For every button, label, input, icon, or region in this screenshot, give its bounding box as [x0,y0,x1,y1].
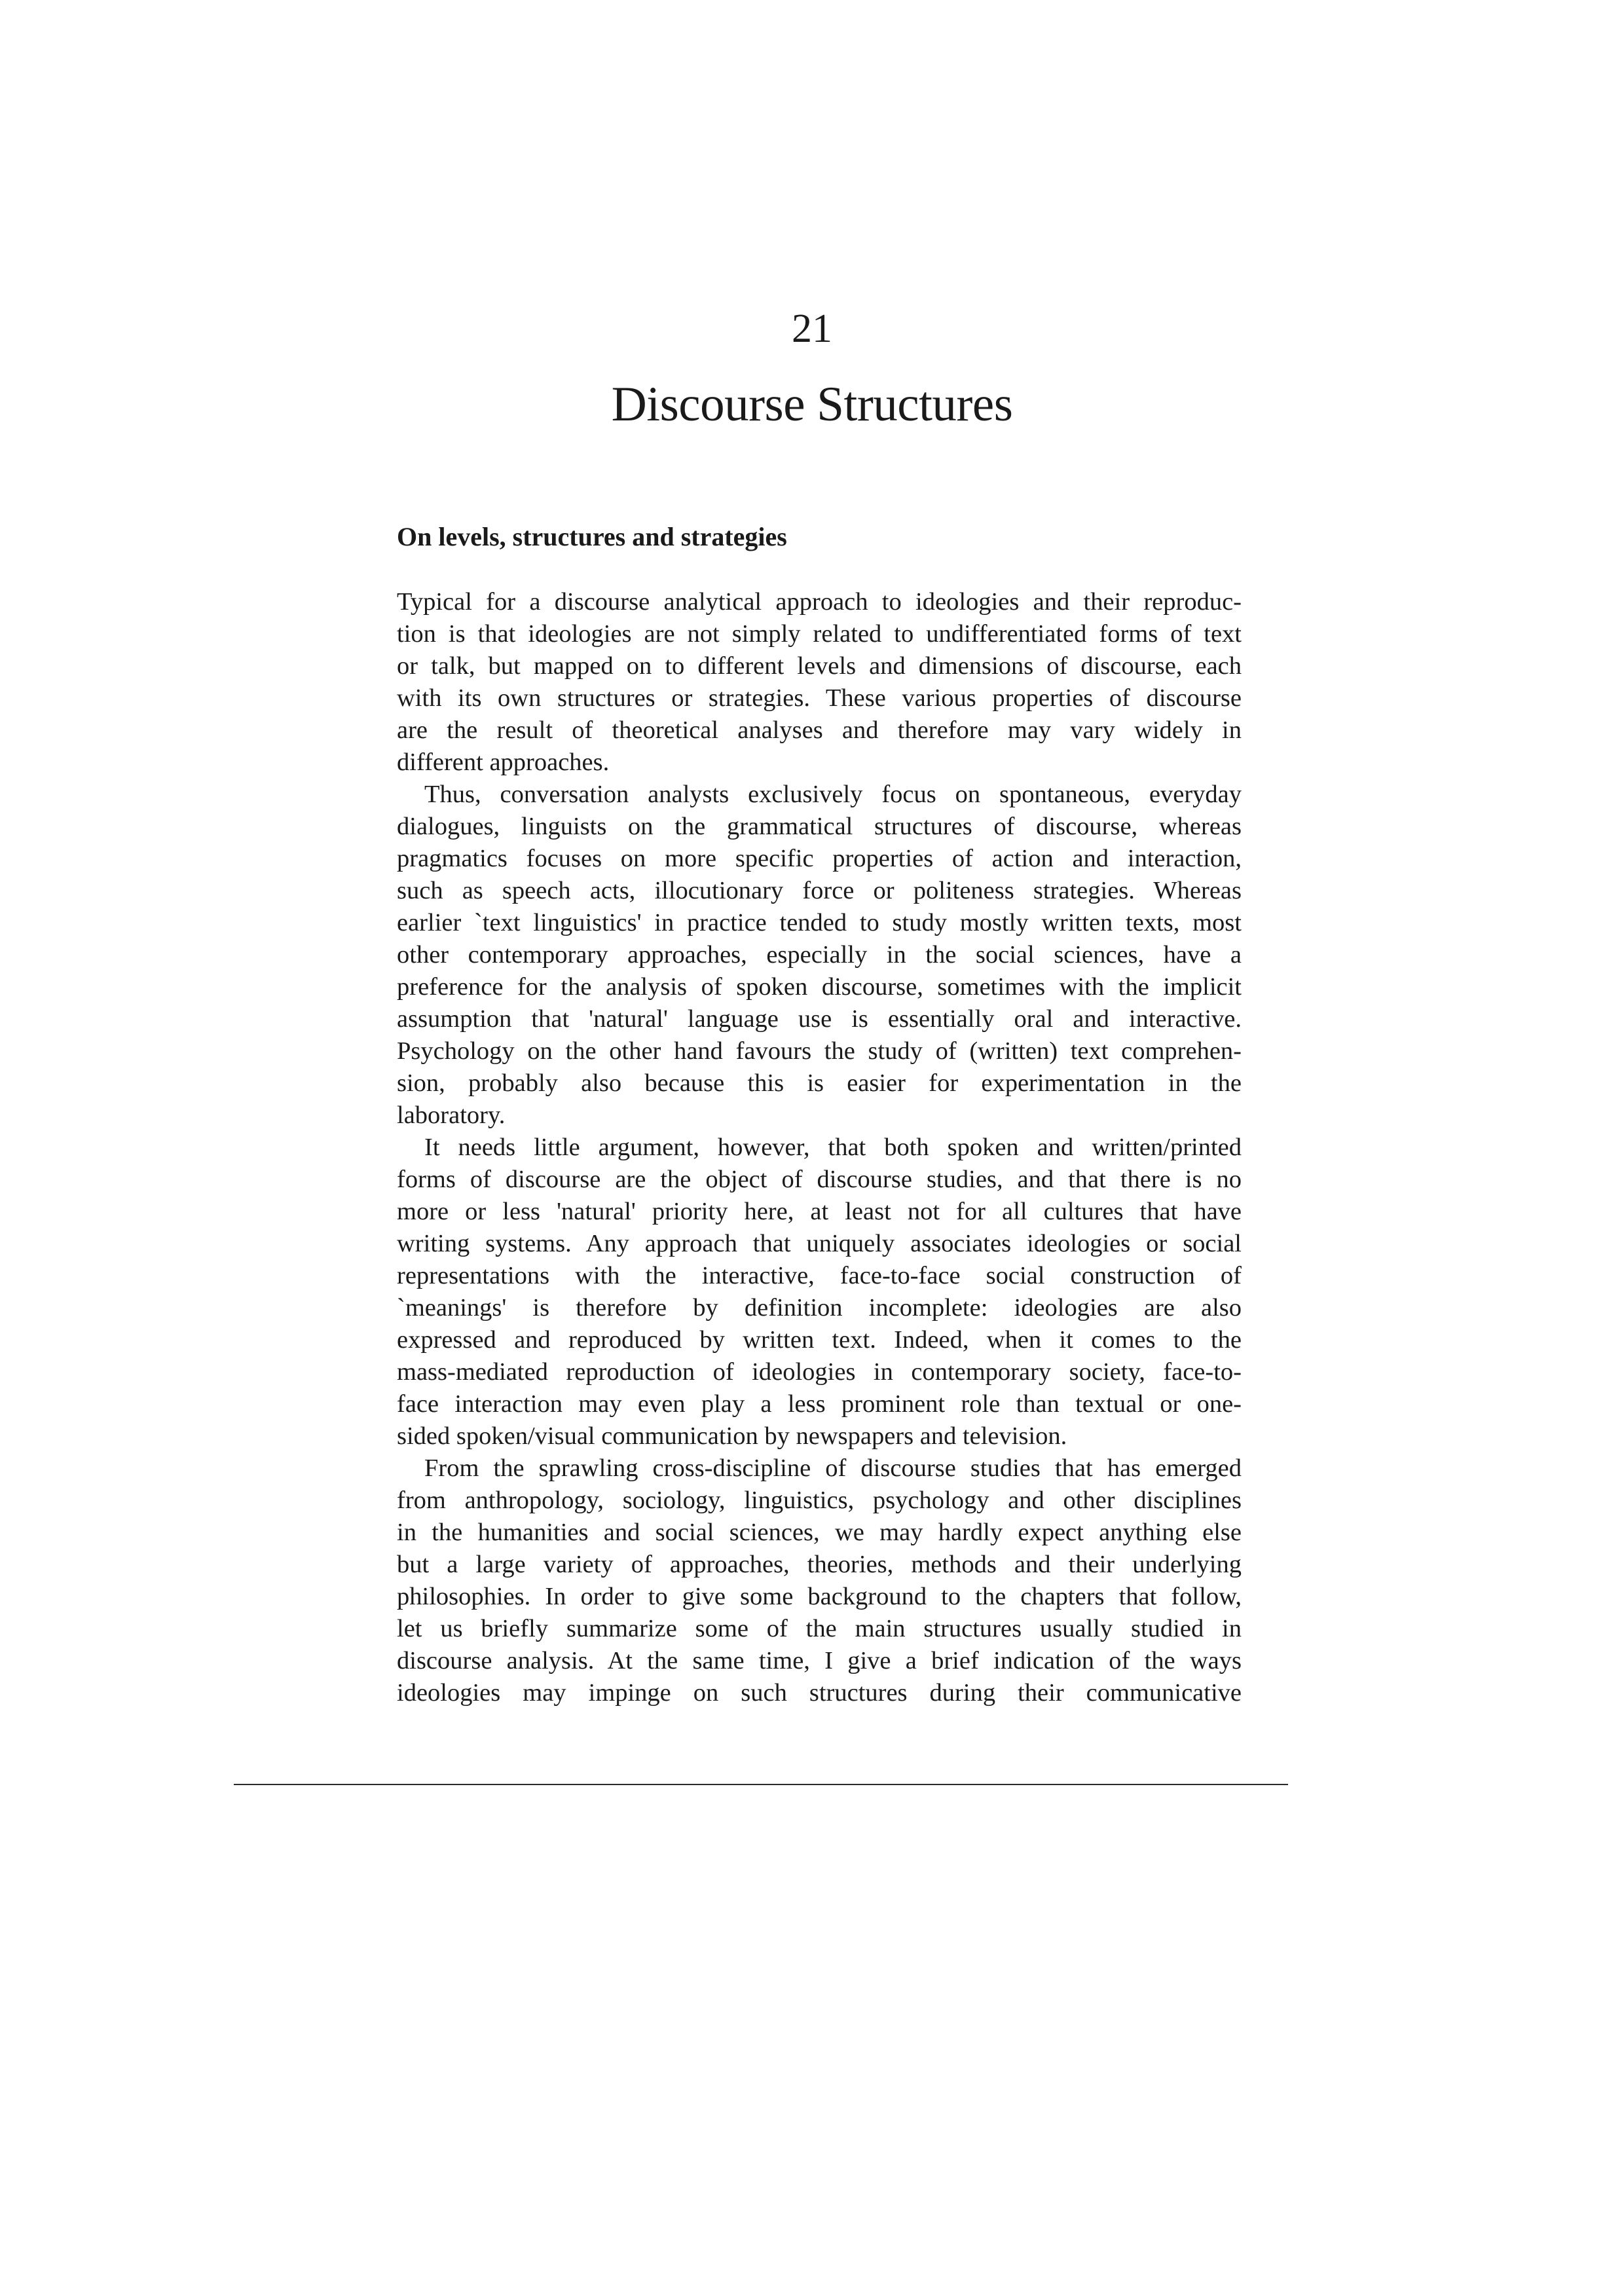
text-line: mass-mediated reproduction of ideologies in contemporary society, face-to- [397,1358,1242,1386]
text-line: other contemporary approaches, especially in the social sciences, have a [397,941,1242,969]
body-text [397,586,1242,1709]
paragraph-2 [397,779,1242,1132]
text-line: preference for the analysis of spoken discourse, sometimes with the implicit [397,973,1242,1001]
paragraph-1 [397,586,1242,779]
footer-rule [234,1784,1288,1785]
text-line: assumption that 'natural' language use is essentially oral and interactive. [397,1005,1242,1033]
chapter-number: 21 [792,306,832,351]
text-line: from anthropology, sociology, linguistics, psychology and other disciplines [397,1487,1242,1514]
text-line: ideologies may impinge on such structures during their communicative [397,1679,1242,1707]
text-line: are the result of theoretical analyses and therefore may vary widely in [397,716,1242,744]
chapter-title: Discourse Structures [611,377,1013,432]
paragraph-4 [397,1452,1242,1709]
text-line: tion is that ideologies are not simply related to undifferentiated forms of text [397,620,1242,648]
text-line: in the humanities and social sciences, we may hardly expect anything else [397,1519,1242,1546]
text-line: representations with the interactive, face-to-face social construction of [397,1262,1242,1289]
text-line: dialogues, linguists on the grammatical structures of discourse, whereas [397,813,1242,840]
text-line: discourse analysis. At the same time, I give a brief indication of the ways [397,1647,1242,1674]
text-line: expressed and reproduced by written text. Indeed, when it comes to the [397,1326,1242,1354]
text-line: writing systems. Any approach that uniquely associates ideologies or social [397,1230,1242,1257]
text-line: sion, probably also because this is easier for experimentation in the [397,1069,1242,1097]
text-line: Thus, conversation analysts exclusively focus on spontaneous, everyday [424,781,1242,808]
text-line: pragmatics focuses on more specific properties of action and interaction, [397,845,1242,872]
text-line: let us briefly summarize some of the main structures usually studied in [397,1615,1242,1642]
text-line: such as speech acts, illocutionary force or politeness strategies. Whereas [397,877,1242,904]
text-line: Typical for a discourse analytical approach to ideologies and their reproduc- [397,588,1242,616]
text-line: different approaches. [397,749,610,776]
text-line: but a large variety of approaches, theories, methods and their underlying [397,1551,1242,1578]
text-line: with its own structures or strategies. These various properties of discourse [397,684,1242,712]
text-line: It needs little argument, however, that both spoken and written/printed [424,1134,1242,1161]
text-line: earlier `text linguistics' in practice tended to study mostly written texts, most [397,909,1242,936]
text-line: or talk, but mapped on to different levels and dimensions of discourse, each [397,652,1242,680]
text-line: philosophies. In order to give some background to the chapters that follow, [397,1583,1242,1610]
text-line: `meanings' is therefore by definition incomplete: ideologies are also [397,1294,1242,1322]
paragraph-3 [397,1132,1242,1452]
text-line: more or less 'natural' priority here, at least not for all cultures that have [397,1198,1242,1225]
text-line: forms of discourse are the object of discourse studies, and that there is no [397,1166,1242,1193]
text-line: sided spoken/visual communication by newspapers and television. [397,1422,1067,1450]
text-line: laboratory. [397,1101,506,1129]
text-line: Psychology on the other hand favours the study of (written) text comprehen- [397,1037,1242,1065]
text-line: face interaction may even play a less prominent role than textual or one- [397,1390,1242,1418]
section-heading: On levels, structures and strategies [397,522,787,551]
text-line: From the sprawling cross-discipline of discourse studies that has emerged [424,1454,1242,1482]
